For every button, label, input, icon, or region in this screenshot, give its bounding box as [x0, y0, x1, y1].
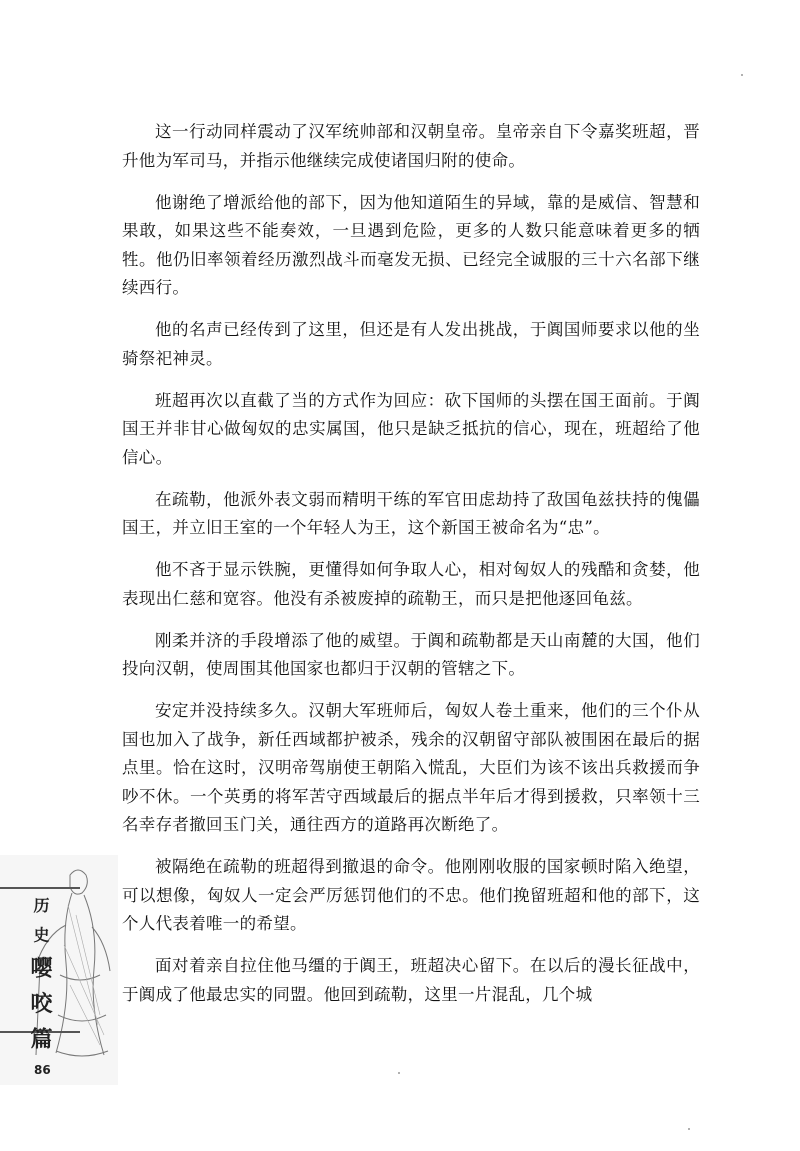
corner-band-top	[0, 887, 80, 889]
paragraph-6: 他不吝于显示铁腕，更懂得如何争取人心，相对匈奴人的残酷和贪婪，他表现出仁慈和宽容。他没有杀被废掉的疏勒王，而只是把他逐回龟兹。	[122, 560, 700, 608]
column-title	[27, 897, 53, 1054]
corner-decoration	[0, 855, 118, 1085]
paragraph-9: 被隔绝在疏勒的班超得到撤退的命令。他刚刚收服的国家顿时陷入绝望，可以想像，匈奴人一定会严厉惩罚他们的不忠。他们挽留班超和他的部下，这个人代表着唯一的希望。	[122, 857, 700, 933]
paragraph-3: 他的名声已经传到了这里，但还是有人发出挑战，于阗国师要求以他的坐骑祭祀神灵。	[122, 320, 700, 368]
paragraph-8: 安定并没持续多久。汉朝大军班师后，匈奴人卷土重来，他们的三个仆从国也加入了战争，新任西域都护被杀，残余的汉朝留守部队被围困在最后的据点里。恰在这时，汉明帝驾崩使王朝陷入慌乱，大臣们为该不该出兵救援而争吵不休。一个英勇的将军苦守西域最后的据点半年后才得到援救，只率领十三名幸存者撤回玉门关，通往西方的道路再次断绝了。	[122, 701, 700, 834]
figure-sketch-icon	[0, 855, 118, 1085]
column-char-2: 史	[31, 926, 50, 947]
column-char-4: 咬	[27, 991, 53, 1018]
column-char-3: 嘤	[27, 956, 53, 983]
column-char-1: 历	[31, 897, 50, 917]
scan-speck	[688, 1128, 690, 1130]
column-char-5: 篇	[27, 1027, 53, 1054]
paragraph-10: 面对着亲自拉住他马缰的于阗王，班超决心留下。在以后的漫长征战中，于阗成了他最忠实的同盟。他回到疏勒，这里一片混乱，几个城	[122, 956, 700, 1004]
paragraph-2: 他谢绝了增派给他的部下，因为他知道陌生的异域，靠的是威信、智慧和果敢，如果这些不能奏效，一旦遇到危险，更多的人数只能意味着更多的牺牲。他仍旧率领着经历激烈战斗而毫发无损、已经完全诚服的三十六名部下继续西行。	[122, 192, 700, 297]
body-text	[122, 118, 700, 1023]
page-number: 86	[34, 1063, 51, 1077]
paragraph-7: 刚柔并济的手段增添了他的威望。于阗和疏勒都是天山南麓的大国，他们投向汉朝，使周围其他国家也都归于汉朝的管辖之下。	[122, 630, 700, 678]
scan-speck	[741, 74, 743, 76]
paragraph-1: 这一行动同样震动了汉军统帅部和汉朝皇帝。皇帝亲自下令嘉奖班超，晋升他为军司马，并指示他继续完成使诸国归附的使命。	[122, 122, 700, 170]
paragraph-4: 班超再次以直截了当的方式作为回应：砍下国师的头摆在国王面前。于阗国王并非甘心做匈奴的忠实属国，他只是缺乏抵抗的信心，现在，班超给了他信心。	[122, 390, 700, 467]
paragraph-5: 在疏勒，他派外表文弱而精明干练的军官田虑劫持了敌国龟兹扶持的傀儡国王，并立旧王室的一个年轻人为王，这个新国王被命名为“忠”。	[122, 489, 700, 537]
scan-speck	[398, 1072, 400, 1074]
